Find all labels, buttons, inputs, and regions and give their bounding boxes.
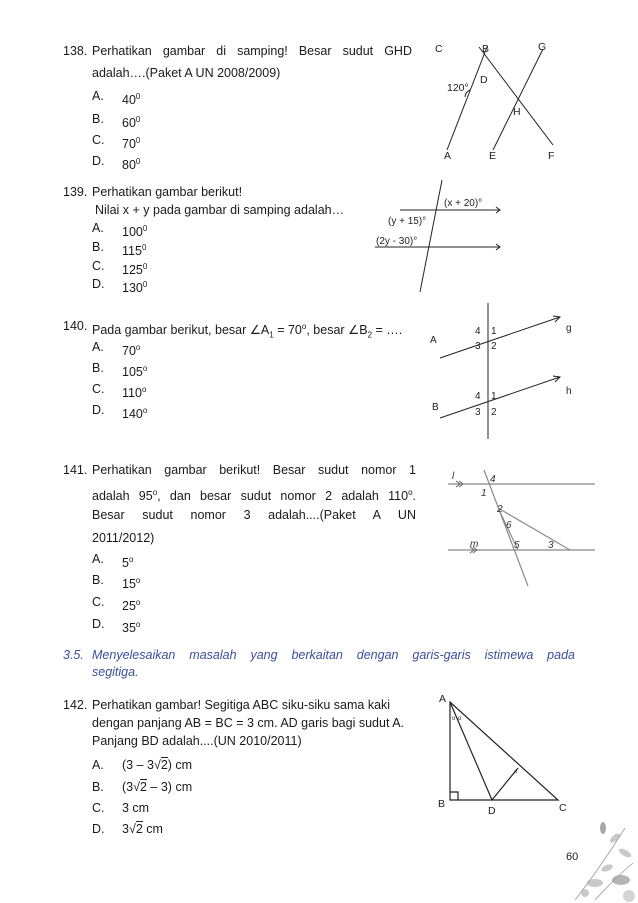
line-eg [493,49,543,150]
option-b[interactable] [92,360,148,380]
option-letter: B. [92,361,104,375]
svg-text:2: 2 [491,341,497,352]
option-b[interactable] [92,779,193,796]
option-letter: B. [92,573,104,587]
option-c[interactable] [92,132,141,152]
option-c[interactable] [92,594,141,614]
question-text-line: Perhatikan gambar! Segitiga ABC siku-siku sama kaki [92,698,391,712]
option-letter: A. [92,552,104,566]
question-number: 142. [63,698,88,712]
option-value: $100^0$ [122,224,148,240]
option-letter: B. [92,780,104,794]
label-c: C [559,802,567,814]
option-value: 70$^o$ [122,343,141,359]
sqrt-radicand: 2 [160,758,168,772]
figure-141 [440,468,600,590]
option-value: 25$^o$ [122,598,141,614]
question-number: 139. [63,185,88,199]
option-value: $40^0$ [122,92,141,108]
option-letter: A. [92,758,104,772]
svg-text:3: 3 [475,407,481,418]
bisector-ad [450,702,492,800]
option-a[interactable] [92,88,141,108]
sqrt-radicand: 2 [140,780,147,794]
option-value: (3√2 – 3) cm [122,780,193,794]
option-c[interactable] [92,258,148,278]
option-c[interactable] [92,800,150,817]
option-letter: C. [92,259,105,273]
svg-text:1: 1 [491,326,497,337]
option-letter: D. [92,822,105,836]
svg-text:5: 5 [514,540,520,551]
figure-139 [370,180,520,300]
line-h [440,377,560,418]
label-c: C [435,43,443,55]
label-d: D [488,805,496,817]
option-letter: D. [92,154,105,168]
question-text-line: Perhatikan gambar di samping! Besar sudut GHD [92,44,412,58]
label-a: A [439,693,447,705]
svg-text:2: 2 [497,504,503,515]
svg-text:4: 4 [475,326,481,337]
svg-text:o: o [452,716,456,722]
label-h: H [513,106,521,118]
option-a[interactable] [92,220,148,240]
line-ac [447,47,487,150]
label-e: E [489,150,497,162]
option-value: $125^0$ [122,262,148,278]
option-value: 15$^o$ [122,576,141,592]
label-m: m [470,539,479,550]
option-letter: A. [92,221,104,235]
option-letter: C. [92,133,105,147]
line-bf [479,47,553,145]
question-text-line: Nilai x + y pada gambar di samping adalah… [95,203,345,217]
question-text-line: Perhatikan gambar berikut! Besar sudut nomor 1 [92,463,416,477]
svg-text:3: 3 [475,341,481,352]
figure-142 [430,690,580,820]
angle-label-x: (x + 20)° [444,198,483,209]
option-letter: D. [92,277,105,291]
option-value: (3 – 3√2) cm [122,758,193,772]
question-number: 141. [63,463,88,477]
option-value: $80^0$ [122,157,141,173]
line-g [440,317,560,358]
svg-text:6: 6 [506,520,512,531]
option-value: 3 cm [122,801,150,815]
label-g: g [566,323,572,334]
option-b[interactable] [92,111,141,131]
option-c[interactable] [92,381,147,401]
option-a[interactable] [92,339,141,359]
option-d[interactable] [92,276,148,296]
label-b: B [432,402,439,413]
label-angle: 120° [447,82,469,94]
option-value: 35$^o$ [122,620,141,636]
option-letter: B. [92,240,104,254]
svg-text:4: 4 [490,474,496,485]
option-d[interactable] [92,821,163,838]
label-b: B [482,43,490,55]
label-a: A [430,335,437,346]
option-letter: C. [92,382,105,396]
question-number: 138. [63,44,88,58]
svg-text:3: 3 [548,540,554,551]
option-letter: C. [92,595,105,609]
angle-label-2y: (2y - 30)° [376,236,418,247]
svg-text:o: o [458,716,462,722]
option-d[interactable] [92,616,141,636]
option-b[interactable] [92,572,141,592]
option-letter: C. [92,801,105,815]
right-angle-mark [450,792,458,800]
question-text-line: Besar sudut nomor 3 adalah....(Paket A UN [92,508,416,522]
figure-138 [425,35,585,165]
question-text-line: adalah 95$^o$, dan besar sudut nomor 2 adalah 110$^o$. [92,488,416,504]
option-value: 105$^o$ [122,364,148,380]
option-letter: A. [92,340,104,354]
question-text-line: Pada gambar berikut, besar $\angle A_1 = 70^o$, besar $\angle B_2$ = …. [92,322,403,340]
section-title-line: segitiga. [92,665,139,679]
transversal-line [420,180,442,292]
option-letter: D. [92,403,105,417]
option-value: $130^0$ [122,280,148,296]
sqrt-radicand: 2 [135,822,143,836]
section-title-line: Menyelesaikan masalah yang berkaitan dengan garis-garis istimewa pada [92,648,575,662]
question-text-line: Panjang BD adalah....(UN 2010/2011) [92,734,302,748]
option-letter: B. [92,112,104,126]
question-text-line: Perhatikan gambar berikut! [92,185,243,199]
option-value: 140$^o$ [122,406,148,422]
option-value: $115^0$ [122,243,147,259]
svg-text:4: 4 [475,391,481,402]
option-a[interactable] [92,757,193,774]
svg-text:1: 1 [481,488,487,499]
label-a: A [444,150,452,162]
option-value: 110$^o$ [122,385,147,401]
svg-text:2: 2 [491,407,497,418]
question-text-line: dengan panjang AB = BC = 3 cm. AD garis bagi sudut A. [92,716,405,730]
label-b: B [438,798,446,810]
label-l: l [452,471,455,482]
svg-text:×: × [514,770,518,776]
option-value: 3√2 cm [122,822,163,836]
svg-text:1: 1 [491,391,497,402]
label-f: F [548,150,555,162]
figure-140 [400,303,585,443]
option-value: 5$^o$ [122,555,134,571]
angle-label-y: (y + 15)° [388,216,427,227]
option-letter: A. [92,89,104,103]
option-value: $60^0$ [122,115,141,131]
option-d[interactable] [92,153,141,173]
question-number: 140. [63,319,88,333]
label-d: D [480,74,488,86]
question-text-line: 2011/2012) [92,531,155,545]
option-d[interactable] [92,402,148,422]
option-value: $70^0$ [122,136,141,152]
question-text-line: adalah….(Paket A UN 2008/2009) [92,66,281,80]
option-a[interactable] [92,551,134,571]
page-number: 60 [566,851,579,863]
section-number: 3.5. [63,648,84,662]
option-b[interactable] [92,239,147,259]
label-h: h [566,386,572,397]
label-g: G [538,41,547,53]
option-letter: D. [92,617,105,631]
